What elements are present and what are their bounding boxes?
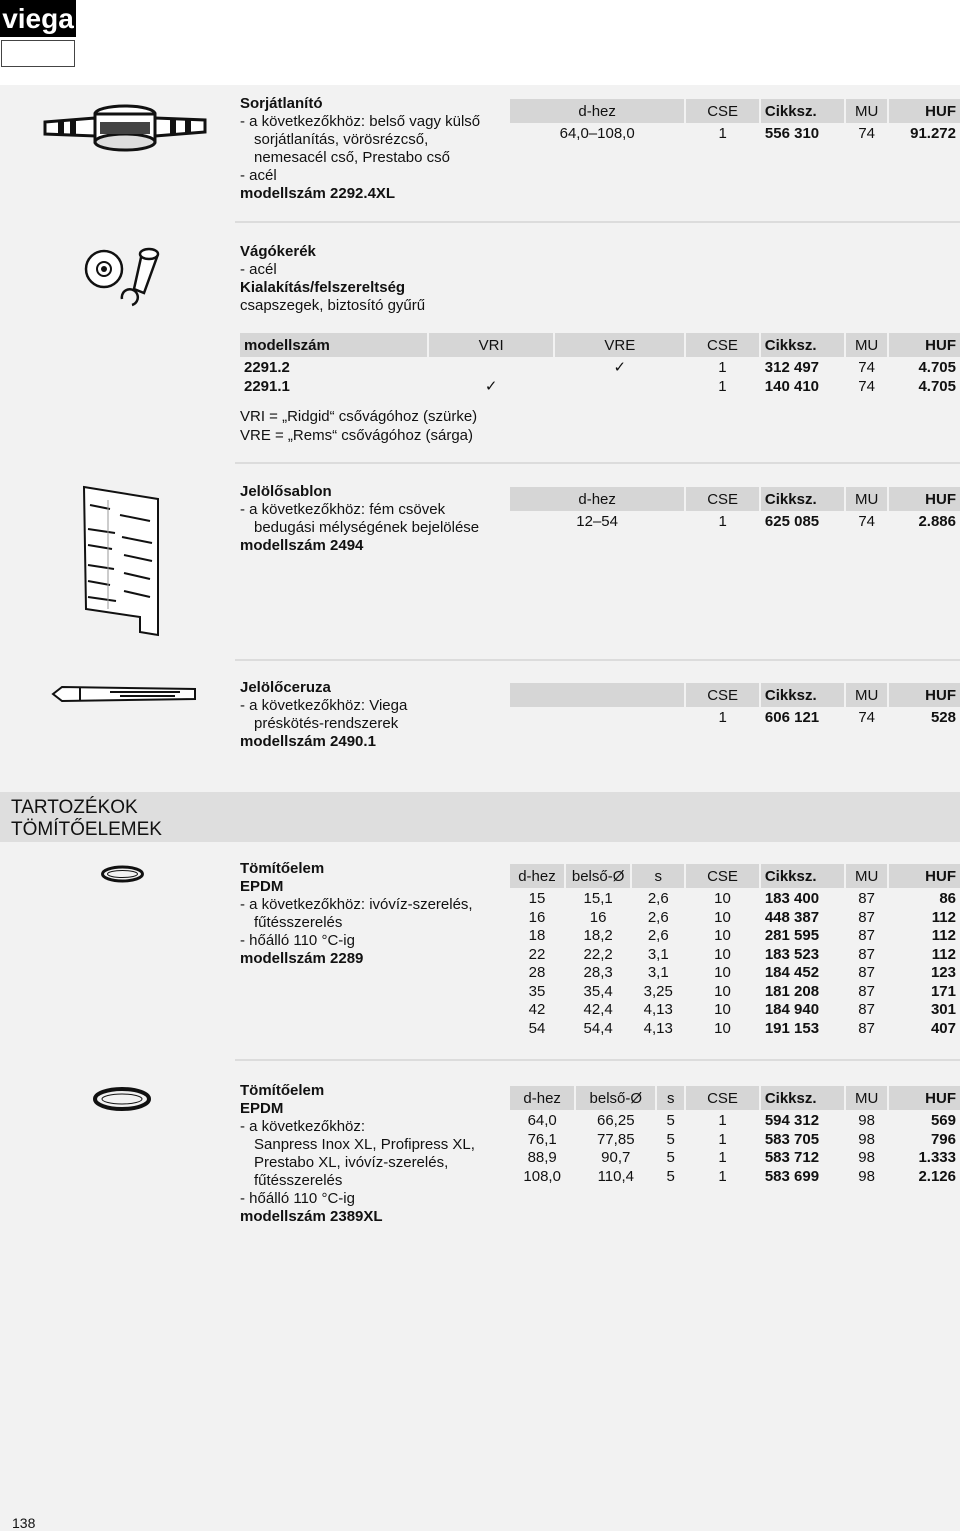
- description-line: csapszegek, biztosító gyűrű: [240, 297, 426, 314]
- marking-template-illustration-icon: [80, 485, 162, 637]
- col-header: s: [657, 1086, 684, 1110]
- table-cell: 15: [528, 890, 546, 908]
- table-cell: [429, 357, 554, 378]
- table-notes: [240, 407, 477, 445]
- table-cell: 191 153: [764, 1019, 820, 1037]
- table-cell: 74: [858, 359, 875, 377]
- table-cell: 796: [930, 1130, 956, 1148]
- table-cell: 74: [858, 513, 876, 531]
- description-line: - a következőkhöz: Viega: [240, 697, 408, 714]
- marking-template-description: [240, 483, 510, 555]
- table-cell: 90,7: [601, 1149, 631, 1167]
- table-cell: 4,13: [643, 1001, 673, 1019]
- sealing-ring-small-icon: [100, 864, 145, 884]
- table-cell: 74: [858, 709, 876, 727]
- table-cell: 110,4: [597, 1167, 634, 1185]
- table-cell: 112: [931, 945, 956, 963]
- table-cell: 3,1: [647, 945, 669, 963]
- col-header: d-hez: [510, 99, 684, 123]
- sealing-element-price-table: [508, 864, 960, 1038]
- col-header-empty: [510, 683, 684, 707]
- product-name: Sorjátlanító: [240, 95, 323, 112]
- table-cell: 98: [858, 1149, 875, 1167]
- table-cell: 2,6: [647, 927, 669, 945]
- table-cell: 625 085: [764, 513, 820, 531]
- table-row: [510, 1110, 960, 1131]
- section-divider: [235, 462, 960, 464]
- col-header: HUF: [889, 99, 960, 123]
- table-row: [510, 1020, 960, 1039]
- marking-template-price-table: [508, 487, 960, 532]
- table-cell: 42: [528, 1001, 546, 1019]
- description-line: - acél: [240, 261, 277, 278]
- table-cell: 10: [714, 890, 731, 908]
- model-number: modellszám 2494: [240, 537, 364, 554]
- table-cell: 64,0: [527, 1112, 557, 1130]
- description-line: fűtésszerelés: [254, 1172, 343, 1189]
- col-header: HUF: [889, 333, 960, 357]
- col-header: CSE: [686, 864, 759, 888]
- table-row: [240, 378, 960, 397]
- checkmark: ✓: [484, 377, 498, 395]
- table-cell: 12–54: [576, 513, 618, 531]
- sealing-ring-large-icon: [92, 1085, 152, 1113]
- col-header: MU: [846, 864, 888, 888]
- sealing-element-description: [240, 860, 510, 968]
- table-cell: 2.886: [918, 513, 956, 531]
- table-cell: 594 312: [764, 1112, 820, 1130]
- table-row: [510, 707, 960, 728]
- marker-pen-description: [240, 679, 510, 751]
- section-title: [11, 797, 162, 841]
- table-cell: 1: [718, 1112, 727, 1130]
- table-cell: 88,9: [527, 1149, 557, 1167]
- table-cell: 87: [858, 945, 875, 963]
- table-row: [510, 1001, 960, 1020]
- table-cell: 87: [858, 982, 875, 1000]
- table-cell: 10: [714, 964, 731, 982]
- table-row: [510, 946, 960, 965]
- col-header: modellszám: [240, 333, 427, 357]
- description-line: Sanpress Inox XL, Profipress XL,: [254, 1136, 475, 1153]
- table-row: [510, 909, 960, 928]
- table-row: [510, 511, 960, 532]
- table-cell: 1: [718, 359, 727, 377]
- cutting-wheel-description: [240, 243, 510, 315]
- table-cell: 64,0–108,0: [559, 125, 635, 143]
- table-cell: 2,6: [647, 890, 669, 908]
- viega-logo: viega: [0, 0, 76, 37]
- table-cell: 74: [858, 377, 875, 395]
- description-line: - a következőkhöz:: [240, 1118, 366, 1135]
- table-cell: 5: [666, 1130, 675, 1148]
- section-title-line: TARTOZÉKOK: [11, 797, 138, 818]
- table-cell: 183 523: [764, 945, 820, 963]
- table-cell: 5: [666, 1112, 675, 1130]
- table-cell: 1: [718, 1149, 727, 1167]
- table-cell: 1: [718, 377, 727, 395]
- col-header: CSE: [686, 683, 759, 707]
- col-header: HUF: [889, 487, 960, 511]
- col-header: Cikksz.: [761, 487, 844, 511]
- table-cell: 448 387: [764, 908, 820, 926]
- table-cell: 98: [858, 1130, 875, 1148]
- table-cell: 2,6: [647, 908, 669, 926]
- col-header: Cikksz.: [761, 1086, 844, 1110]
- col-header: HUF: [889, 683, 960, 707]
- note-line: VRI = „Ridgid“ csővágóhoz (szürke): [240, 408, 478, 425]
- product-name: Tömítőelem: [240, 860, 325, 877]
- table-cell: 18,2: [583, 927, 613, 945]
- table-cell: 108,0: [523, 1167, 561, 1185]
- table-row: [510, 888, 960, 909]
- table-cell: 28: [528, 964, 546, 982]
- description-line: fűtésszerelés: [254, 914, 343, 931]
- table-cell: 281 595: [764, 927, 820, 945]
- table-cell: 301: [930, 1001, 956, 1019]
- col-header: Cikksz.: [761, 864, 844, 888]
- checkmark: ✓: [613, 359, 627, 377]
- col-header: d-hez: [510, 864, 564, 888]
- page-number: 138: [12, 1515, 36, 1531]
- table-cell: 10: [714, 982, 731, 1000]
- table-cell: 2291.1: [244, 377, 290, 395]
- table-cell: 86: [939, 890, 956, 908]
- description-line: sorjátlanítás, vörösrézcső,: [254, 131, 429, 148]
- table-cell: 10: [714, 945, 731, 963]
- col-header: Cikksz.: [761, 333, 844, 357]
- col-header: CSE: [686, 99, 759, 123]
- table-cell: 87: [858, 908, 875, 926]
- section-title-line: TÖMÍTŐELEMEK: [11, 819, 162, 840]
- table-cell: 4.705: [918, 359, 956, 377]
- col-header: Cikksz.: [761, 683, 844, 707]
- table-cell: 528: [930, 709, 956, 727]
- table-cell: 18: [528, 927, 546, 945]
- col-header: belső-Ø: [576, 1086, 655, 1110]
- table-cell: 184 940: [764, 1001, 820, 1019]
- description-line: - acél: [240, 167, 277, 184]
- table-cell: 10: [714, 908, 731, 926]
- table-cell: 16: [528, 908, 546, 926]
- marker-pen-illustration-icon: [50, 683, 200, 705]
- description-line: - a következőkhöz: ivóvíz-szerelés,: [240, 896, 473, 913]
- table-cell: 1: [718, 125, 727, 143]
- deburrer-description: [240, 95, 510, 203]
- col-header: HUF: [889, 864, 960, 888]
- table-cell: 583 699: [764, 1167, 820, 1185]
- product-name: Tömítőelem: [240, 1082, 325, 1099]
- cutting-wheel-price-table: [238, 333, 960, 396]
- table-cell: 3,25: [643, 982, 673, 1000]
- table-cell: 140 410: [764, 377, 820, 395]
- description-line: nemesacél cső, Prestabo cső: [254, 149, 450, 166]
- table-cell: 87: [858, 927, 875, 945]
- sealing-element-xl-description: [240, 1082, 510, 1226]
- table-cell: 583 705: [764, 1130, 820, 1148]
- table-cell: 2291.2: [244, 359, 290, 377]
- product-name: Jelölőceruza: [240, 679, 331, 696]
- col-header: CSE: [686, 333, 759, 357]
- note-line: VRE = „Rems“ csővágóhoz (sárga): [240, 427, 473, 444]
- table-cell: 87: [858, 964, 875, 982]
- model-number: modellszám 2389XL: [240, 1208, 383, 1225]
- model-number: modellszám 2292.4XL: [240, 185, 396, 202]
- description-line: préskötés-rendszerek: [254, 715, 399, 732]
- deburrer-illustration-icon: [40, 100, 210, 165]
- col-header: CSE: [686, 1086, 759, 1110]
- table-cell: 1: [718, 513, 727, 531]
- table-cell: 1.333: [918, 1149, 956, 1167]
- marker-pen-price-table: [508, 683, 960, 728]
- description-line: Prestabo XL, ivóvíz-szerelés,: [254, 1154, 449, 1171]
- section-divider: [235, 1059, 960, 1061]
- table-cell: 5: [666, 1167, 675, 1185]
- table-cell: 1: [718, 1130, 727, 1148]
- table-row: [510, 964, 960, 983]
- table-cell: 3,1: [647, 964, 669, 982]
- description-line: - hőálló 110 °C-ig: [240, 1190, 355, 1207]
- table-cell: 22: [528, 945, 546, 963]
- table-cell: 5: [666, 1149, 675, 1167]
- col-header: d-hez: [510, 487, 684, 511]
- table-cell: [555, 378, 684, 397]
- table-cell: 98: [858, 1167, 875, 1185]
- table-cell: 112: [931, 908, 956, 926]
- section-divider: [235, 221, 960, 223]
- table-row: [240, 357, 960, 378]
- table-cell: 2.126: [918, 1167, 956, 1185]
- table-cell: 10: [714, 927, 731, 945]
- table-cell: 171: [930, 982, 956, 1000]
- table-cell: 4.705: [918, 377, 956, 395]
- col-header: d-hez: [510, 1086, 574, 1110]
- description-line: - a következőkhöz: belső vagy külső: [240, 113, 481, 130]
- description-line: - hőálló 110 °C-ig: [240, 932, 355, 949]
- table-cell: 42,4: [583, 1001, 613, 1019]
- table-cell: 312 497: [764, 359, 820, 377]
- deburrer-price-table: [508, 99, 960, 144]
- table-cell: 1: [718, 709, 727, 727]
- col-header: s: [632, 864, 684, 888]
- table-cell: 54,4: [583, 1019, 613, 1037]
- table-cell: 66,25: [597, 1112, 635, 1130]
- table-cell: 87: [858, 1001, 875, 1019]
- cutting-wheel-illustration-icon: [82, 245, 167, 315]
- col-header: MU: [846, 99, 888, 123]
- table-row: [510, 927, 960, 946]
- table-cell: 10: [714, 1001, 731, 1019]
- col-header: VRI: [429, 333, 554, 357]
- table-cell: 91.272: [910, 125, 956, 143]
- table-row: [510, 1149, 960, 1168]
- col-header: HUF: [889, 1086, 960, 1110]
- col-header: MU: [846, 333, 888, 357]
- table-cell: 1: [718, 1167, 727, 1185]
- col-header: Cikksz.: [761, 99, 844, 123]
- table-cell: 10: [714, 1019, 731, 1037]
- table-cell: 15,1: [583, 890, 613, 908]
- table-row: [510, 1131, 960, 1150]
- table-cell: 28,3: [583, 964, 613, 982]
- model-number: modellszám 2289: [240, 950, 364, 967]
- table-cell: 98: [858, 1112, 875, 1130]
- table-cell: 4,13: [643, 1019, 673, 1037]
- table-cell: 54: [528, 1019, 546, 1037]
- section-divider: [235, 659, 960, 661]
- material-name: EPDM: [240, 1100, 284, 1117]
- table-cell: 184 452: [764, 964, 820, 982]
- table-cell: 181 208: [764, 982, 820, 1000]
- description-line: bedugási mélységének bejelölése: [254, 519, 480, 536]
- table-cell: 183 400: [764, 890, 820, 908]
- table-cell: 407: [930, 1019, 956, 1037]
- table-cell: 112: [931, 927, 956, 945]
- table-cell: 123: [930, 964, 956, 982]
- description-subhead: Kialakítás/felszereltség: [240, 279, 406, 296]
- table-cell: 583 712: [764, 1149, 820, 1167]
- description-line: - a következőkhöz: fém csövek: [240, 501, 446, 518]
- sealing-element-xl-price-table: [508, 1086, 960, 1186]
- table-cell: 35,4: [583, 982, 613, 1000]
- table-cell: 77,85: [597, 1130, 635, 1148]
- table-cell-empty: [510, 707, 684, 728]
- header-box: [1, 40, 75, 67]
- table-row: [510, 983, 960, 1002]
- table-cell: 76,1: [527, 1130, 557, 1148]
- col-header: CSE: [686, 487, 759, 511]
- table-cell: 87: [858, 1019, 875, 1037]
- col-header: belső-Ø: [566, 864, 630, 888]
- table-cell: 16: [589, 908, 607, 926]
- col-header: MU: [846, 683, 888, 707]
- product-name: Jelölősablon: [240, 483, 332, 500]
- table-row: [510, 123, 960, 144]
- table-row: [510, 1168, 960, 1187]
- table-cell: 87: [858, 890, 875, 908]
- col-header: MU: [846, 1086, 888, 1110]
- table-cell: 556 310: [764, 125, 820, 143]
- product-name: Vágókerék: [240, 243, 316, 260]
- table-cell: 74: [858, 125, 876, 143]
- model-number: modellszám 2490.1: [240, 733, 376, 750]
- material-name: EPDM: [240, 878, 284, 895]
- col-header: MU: [846, 487, 888, 511]
- table-cell: 606 121: [764, 709, 820, 727]
- col-header: VRE: [555, 333, 684, 357]
- table-cell: 35: [528, 982, 546, 1000]
- table-cell: 22,2: [583, 945, 613, 963]
- table-cell: 569: [930, 1112, 956, 1130]
